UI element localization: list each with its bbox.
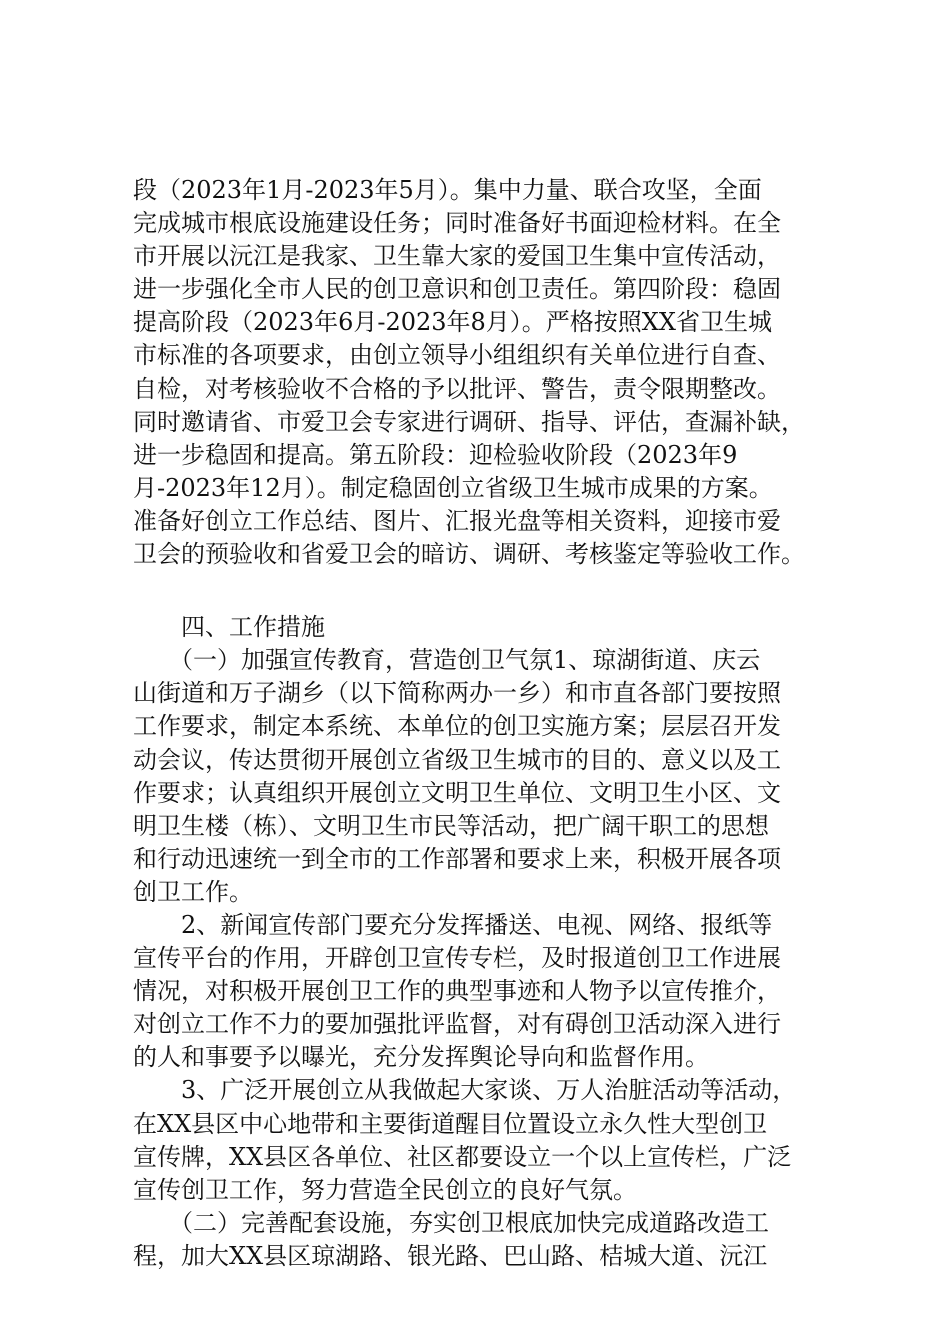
text-line: 创卫工作。 xyxy=(133,877,253,906)
text-line: 段（2023年1月-2023年5月）。集中力量、联合攻坚，全面 xyxy=(133,176,762,204)
text-line: 自检，对考核验收不合格的予以批评、警告，责令限期整改。 xyxy=(133,374,781,403)
text-line: 完成城市根底设施建设任务；同时准备好书面迎检材料。在全 xyxy=(133,209,781,238)
text-line: 2、新闻宣传部门要充分发挥播送、电视、网络、报纸等 xyxy=(133,910,773,939)
text-line: 宣传平台的作用，开辟创卫宣传专栏，及时报道创卫工作进展 xyxy=(133,944,781,973)
text-line: 工作要求，制定本系统、本单位的创卫实施方案；层层召开发 xyxy=(133,712,781,741)
text-line: 情况，对积极开展创卫工作的典型事迹和人物予以宣传推介， xyxy=(133,977,781,1006)
text-line: 进一步强化全市人民的创卫意识和创卫责任。第四阶段：稳固 xyxy=(133,275,781,304)
text-line: 山街道和万子湖乡（以下简称两办一乡）和市直各部门要按照 xyxy=(133,679,781,708)
text-line: 准备好创立工作总结、图片、汇报光盘等相关资料，迎接市爱 xyxy=(133,506,781,535)
text-line: 市标准的各项要求，由创立领导小组组织有关单位进行自查、 xyxy=(133,341,781,370)
text-line: 动会议，传达贯彻开展创立省级卫生城市的目的、意义以及工 xyxy=(133,745,781,774)
text-line: （一）加强宣传教育，营造创卫气氛1、琼湖街道、庆云 xyxy=(133,646,761,675)
text-line: 卫会的预验收和省爱卫会的暗访、调研、考核鉴定等验收工作。 xyxy=(133,540,805,569)
text-line: 市开展以沅江是我家、卫生靠大家的爱国卫生集中宣传活动， xyxy=(133,242,781,271)
document-body xyxy=(133,174,833,1273)
text-line: 在XX县区中心地带和主要街道醒目位置设立永久性大型创卫 xyxy=(133,1109,768,1138)
text-line: 进一步稳固和提高。第五阶段：迎检验收阶段（2023年9 xyxy=(133,440,738,469)
text-line: 同时邀请省、市爱卫会专家进行调研、指导、评估，查漏补缺， xyxy=(133,407,805,436)
text-line: 3、广泛开展创立从我做起大家谈、万人治脏活动等活动， xyxy=(133,1076,797,1105)
text-line: 宣传创卫工作，努力营造全民创立的良好气氛。 xyxy=(133,1175,637,1204)
text-line: 提高阶段（2023年6月-2023年8月）。严格按照XX省卫生城 xyxy=(133,308,772,337)
text-line: 宣传牌，XX县区各单位、社区都要设立一个以上宣传栏，广泛 xyxy=(133,1142,792,1171)
text-line: 程，加大XX县区琼湖路、银光路、巴山路、桔城大道、沅江 xyxy=(133,1241,768,1270)
text-line: 的人和事要予以曝光，充分发挥舆论导向和监督作用。 xyxy=(133,1043,709,1072)
paragraph-gap xyxy=(133,571,833,611)
text-line: 作要求；认真组织开展创立文明卫生单位、文明卫生小区、文 xyxy=(133,778,781,807)
text-line: 对创立工作不力的要加强批评监督，对有碍创卫活动深入进行 xyxy=(133,1010,781,1039)
text-line: （二）完善配套设施，夯实创卫根底加快完成道路改造工 xyxy=(133,1208,769,1237)
text-line: 明卫生楼（栋）、文明卫生市民等活动，把广阔干职工的思想 xyxy=(133,811,769,840)
text-line: 月-2023年12月）。制定稳固创立省级卫生城市成果的方案。 xyxy=(133,473,773,502)
section-heading: 四、工作措施 xyxy=(133,613,325,642)
text-line: 和行动迅速统一到全市的工作部署和要求上来，积极开展各项 xyxy=(133,844,781,873)
